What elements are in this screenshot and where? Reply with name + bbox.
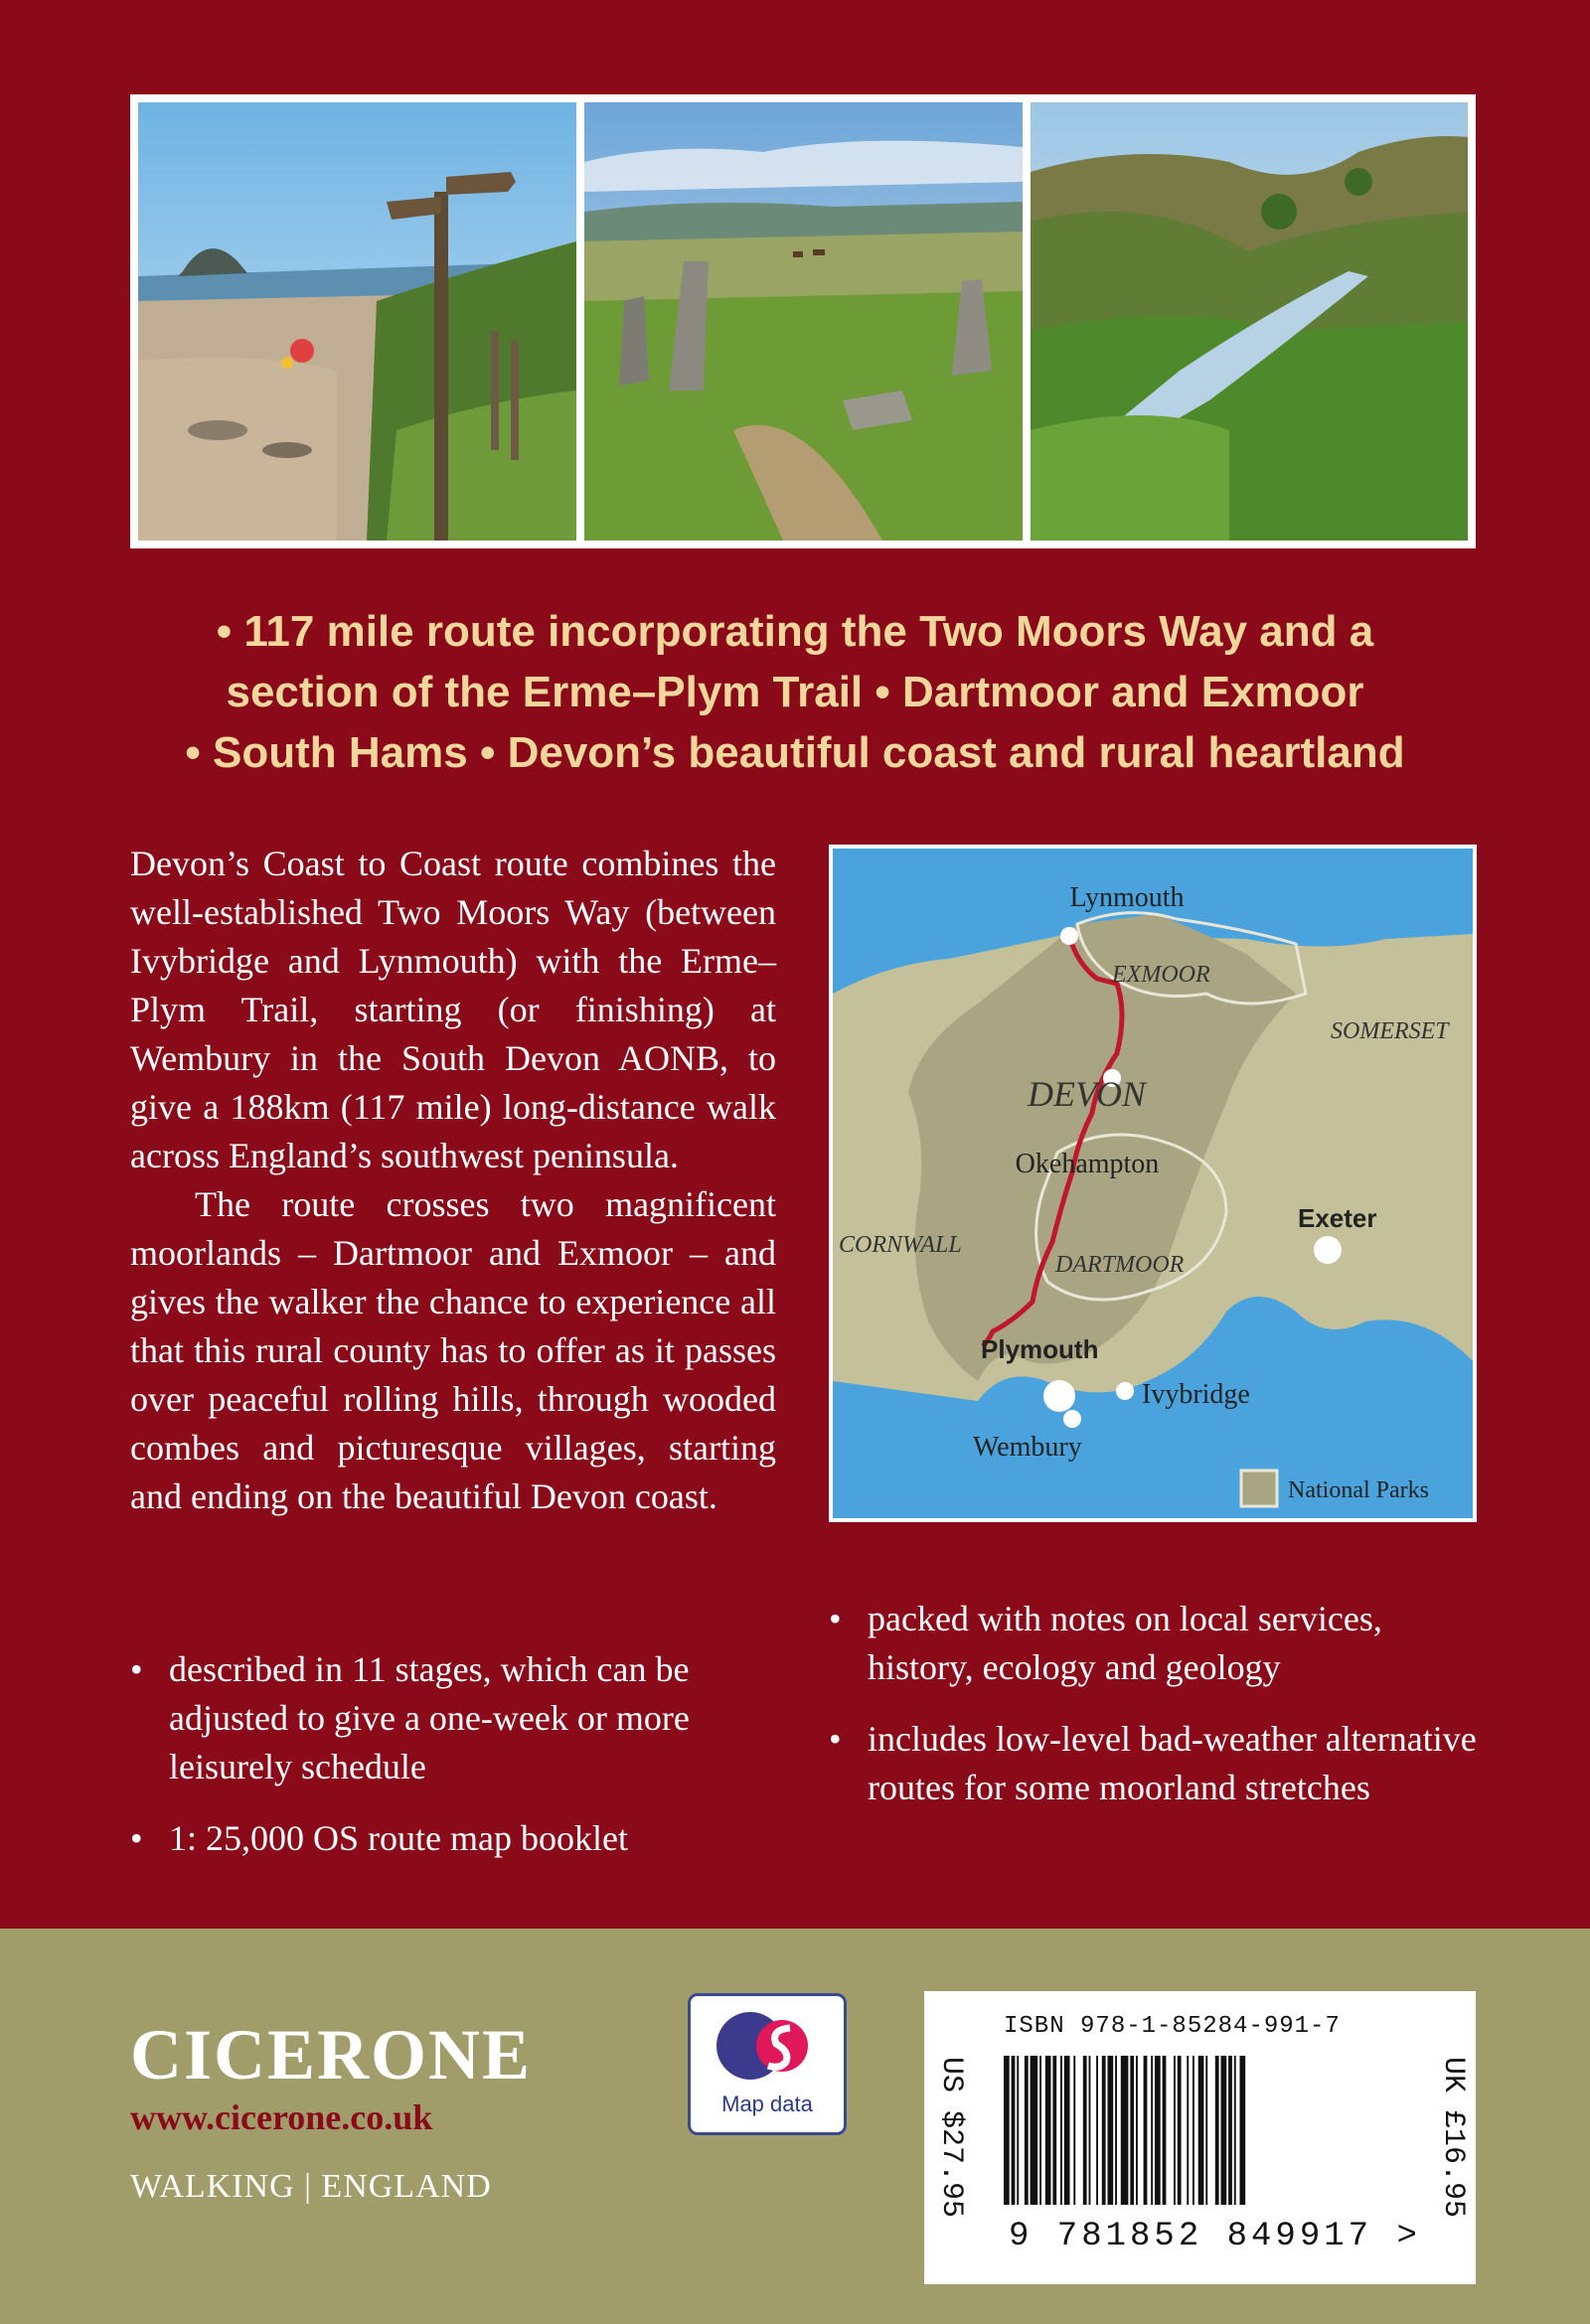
barcode-bar bbox=[1240, 2056, 1246, 2205]
barcode-bar bbox=[1198, 2056, 1204, 2205]
barcode-bar bbox=[1155, 2056, 1161, 2205]
feature-item: • described in 11 stages, which can be adjusted to give a one-week or more leisurely schedule bbox=[130, 1645, 776, 1791]
barcode-bar bbox=[1039, 2056, 1041, 2205]
intro-text bbox=[130, 840, 776, 1521]
isbn-digits: 9 781852 849917 > bbox=[1009, 2218, 1421, 2255]
highlight-line-1: • 117 mile route incorporating the Two Moors Way and a bbox=[216, 607, 1374, 656]
barcode-bar bbox=[1144, 2056, 1148, 2205]
os-map-data-badge bbox=[688, 1993, 847, 2135]
barcode-bar bbox=[1004, 2056, 1010, 2205]
barcode-bar bbox=[1115, 2056, 1117, 2205]
town-ivybridge-dot bbox=[1116, 1382, 1134, 1400]
barcode-bar bbox=[1031, 2056, 1038, 2205]
barcode-bar bbox=[1121, 2056, 1129, 2205]
book-category: WALKING | ENGLAND bbox=[130, 2168, 492, 2205]
barcode-bar bbox=[1234, 2056, 1236, 2205]
barcode-bar bbox=[1215, 2056, 1219, 2205]
price-us: US $27.95 bbox=[934, 2057, 968, 2219]
legend-label: National Parks bbox=[1288, 1477, 1429, 1503]
features-right bbox=[829, 1595, 1485, 1835]
photo-standing-stones bbox=[584, 102, 1023, 541]
barcode-bar bbox=[1064, 2056, 1070, 2205]
label-somerset: SOMERSET bbox=[1331, 1018, 1449, 1044]
highlights bbox=[99, 601, 1491, 783]
barcode-bar bbox=[1017, 2056, 1019, 2205]
label-plymouth: Plymouth bbox=[981, 1334, 1099, 1364]
barcode-bar bbox=[1073, 2056, 1075, 2205]
barcode-bar bbox=[1178, 2056, 1182, 2205]
label-okehampton: Okehampton bbox=[1015, 1149, 1160, 1179]
label-exmoor: EXMOOR bbox=[1112, 962, 1210, 988]
barcode-bar bbox=[1108, 2056, 1114, 2205]
feature-item: • 1: 25,000 OS route map booklet bbox=[130, 1814, 776, 1863]
price-uk: UK £16.95 bbox=[1436, 2057, 1470, 2219]
barcode-bar bbox=[1151, 2056, 1153, 2205]
barcode-bar bbox=[1205, 2056, 1207, 2205]
highlight-line-3: • South Hams • Devon’s beautiful coast and rural heartland bbox=[185, 728, 1405, 777]
label-wembury: Wembury bbox=[973, 1432, 1082, 1463]
intro-paragraph-2: The route crosses two magnificent moorlands – Dartmoor and Exmoor – and gives the walker the chance to experience all that this rural county has to offer as it passes over peaceful rolling hills, through wooded combes and picturesque villages, starting and ending on the beautiful Devon coast. bbox=[130, 1184, 776, 1516]
photo-river-valley bbox=[1031, 102, 1468, 541]
barcode-bar bbox=[1096, 2056, 1098, 2205]
barcode-bar bbox=[1012, 2056, 1016, 2205]
barcode-bar bbox=[1221, 2056, 1227, 2205]
legend-swatch bbox=[1241, 1471, 1277, 1506]
cicerone-logo bbox=[130, 2017, 528, 2101]
barcode-bar bbox=[1025, 2056, 1029, 2205]
town-plymouth-dot bbox=[1043, 1380, 1075, 1412]
label-cornwall: CORNWALL bbox=[839, 1232, 962, 1258]
barcode-bar bbox=[1163, 2056, 1167, 2205]
barcode-bar bbox=[1228, 2056, 1232, 2205]
highlight-line-2: section of the Erme–Plym Trail • Dartmoor and Exmoor bbox=[226, 668, 1364, 716]
town-exeter-dot bbox=[1314, 1236, 1342, 1264]
label-exeter: Exeter bbox=[1298, 1203, 1377, 1233]
barcode-bar bbox=[1083, 2056, 1087, 2205]
barcode-bar bbox=[1187, 2056, 1189, 2205]
label-dartmoor: DARTMOOR bbox=[1055, 1252, 1185, 1278]
barcode-bar bbox=[1136, 2056, 1138, 2205]
isbn-label: ISBN 978-1-85284-991-7 bbox=[1004, 2013, 1341, 2040]
barcode-bar bbox=[1060, 2056, 1062, 2205]
os-badge-label: Map data bbox=[721, 2092, 813, 2116]
town-wembury-dot bbox=[1063, 1410, 1081, 1428]
feature-item: • includes low-level bad-weather alternative routes for some moorland stretches bbox=[829, 1715, 1485, 1812]
features-left bbox=[130, 1645, 776, 1886]
barcode-bar bbox=[1192, 2056, 1194, 2205]
intro-paragraph-1: Devon’s Coast to Coast route combines the well-established Two Moors Way (between Ivybridge and Lynmouth) with the Erme–Plym Trail, starting (or finishing) at Wembury in the South Devon AONB, to give a 188km (117 mile) long-distance walk across England’s southwest peninsula. bbox=[130, 844, 776, 1175]
barcode-bar bbox=[1045, 2056, 1051, 2205]
logo-text: CICERONE bbox=[130, 2017, 528, 2094]
barcode-bar bbox=[1052, 2056, 1056, 2205]
label-devon: DEVON bbox=[1028, 1074, 1146, 1114]
barcode-bar bbox=[1130, 2056, 1134, 2205]
label-lynmouth: Lynmouth bbox=[1069, 882, 1185, 913]
label-ivybridge: Ivybridge bbox=[1142, 1379, 1250, 1410]
publisher-url: www.cicerone.co.uk bbox=[130, 2097, 433, 2137]
route-map bbox=[829, 845, 1477, 1522]
feature-item: • packed with notes on local services, history, ecology and geology bbox=[829, 1595, 1485, 1692]
barcode-bar bbox=[1174, 2056, 1176, 2205]
barcode-bar bbox=[1089, 2056, 1091, 2205]
barcode-icon bbox=[1004, 2056, 1401, 2205]
barcode-block bbox=[924, 1991, 1476, 2284]
barcode-bar bbox=[1102, 2056, 1106, 2205]
town-lynmouth-dot bbox=[1060, 927, 1078, 945]
photo-beach-signpost bbox=[138, 102, 576, 541]
photo-strip bbox=[130, 94, 1476, 548]
